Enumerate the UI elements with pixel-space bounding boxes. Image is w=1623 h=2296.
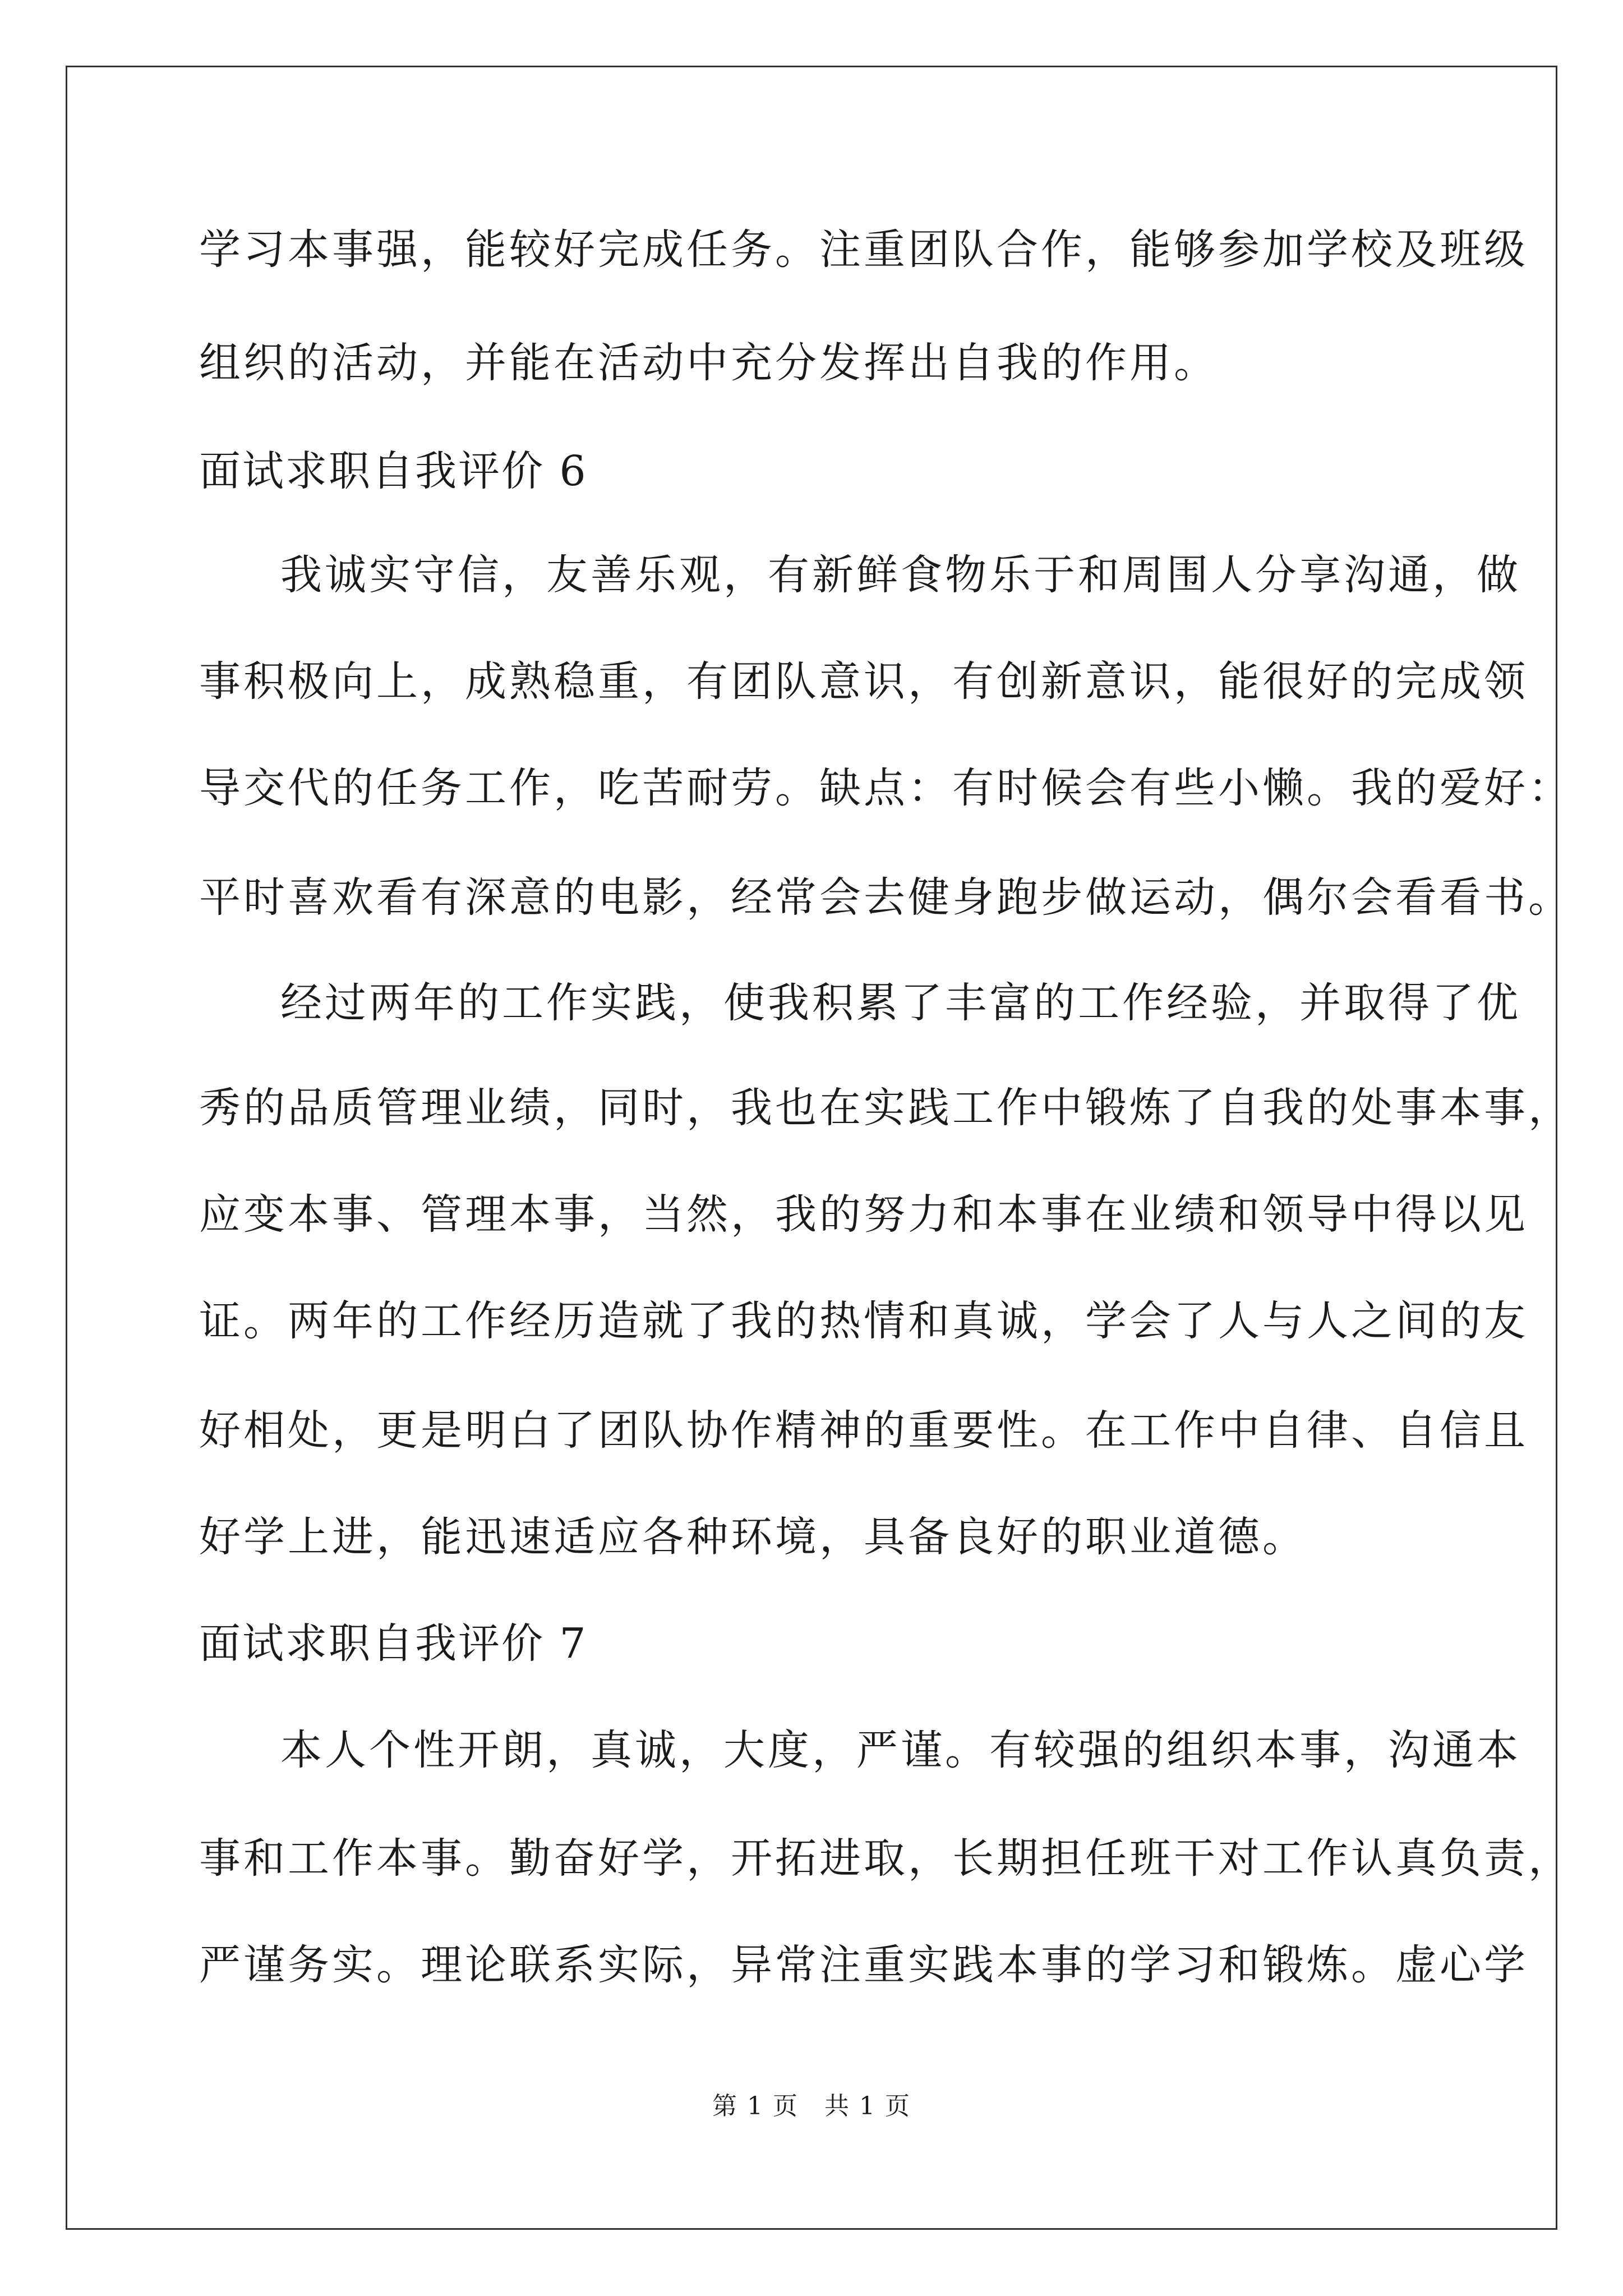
text-line-11: 证。两年的工作经历造就了我的热情和真诚，学会了人与人之间的友 [199, 1297, 1528, 1345]
text-line-8: 经过两年的工作实践，使我积累了丰富的工作经验，并取得了优 [280, 979, 1521, 1027]
text-line-17: 严谨务实。理论联系实际，异常注重实践本事的学习和锻炼。虚心学 [199, 1941, 1528, 1989]
text-line-10: 应变本事、管理本事，当然，我的努力和本事在业绩和领导中得以见 [199, 1190, 1528, 1239]
text-line-2: 组织的活动，并能在活动中充分发挥出自我的作用。 [199, 339, 1218, 387]
text-line-16: 事和工作本事。勤奋好学，开拓进取，长期担任班干对工作认真负责， [199, 1834, 1573, 1883]
text-line-1: 学习本事强，能较好完成任务。注重团队合作，能够参加学校及班级 [199, 226, 1528, 274]
text-line-15: 本人个性开朗，真诚，大度，严谨。有较强的组织本事，沟通本 [280, 1726, 1521, 1774]
text-line-9: 秀的品质管理业绩，同时，我也在实践工作中锻炼了自我的处事本事， [199, 1084, 1573, 1132]
text-line-7: 平时喜欢看有深意的电影，经常会去健身跑步做运动，偶尔会看看书。 [199, 873, 1573, 922]
text-line-12: 好相处，更是明白了团队协作精神的重要性。在工作中自律、自信且 [199, 1406, 1528, 1455]
text-line-13: 好学上进，能迅速适应各种环境，具备良好的职业道德。 [199, 1513, 1307, 1561]
text-line-4: 我诚实守信，友善乐观，有新鲜食物乐于和周围人分享沟通，做 [280, 551, 1521, 599]
section-heading-6: 面试求职自我评价 6 [199, 447, 588, 495]
section-heading-7: 面试求职自我评价 7 [199, 1619, 588, 1668]
page-number-footer: 第 1 页 共 1 页 [712, 2092, 911, 2120]
text-line-6: 导交代的任务工作，吃苦耐劳。缺点：有时候会有些小懒。我的爱好： [199, 764, 1573, 812]
text-line-5: 事积极向上，成熟稳重，有团队意识，有创新意识，能很好的完成领 [199, 657, 1528, 706]
